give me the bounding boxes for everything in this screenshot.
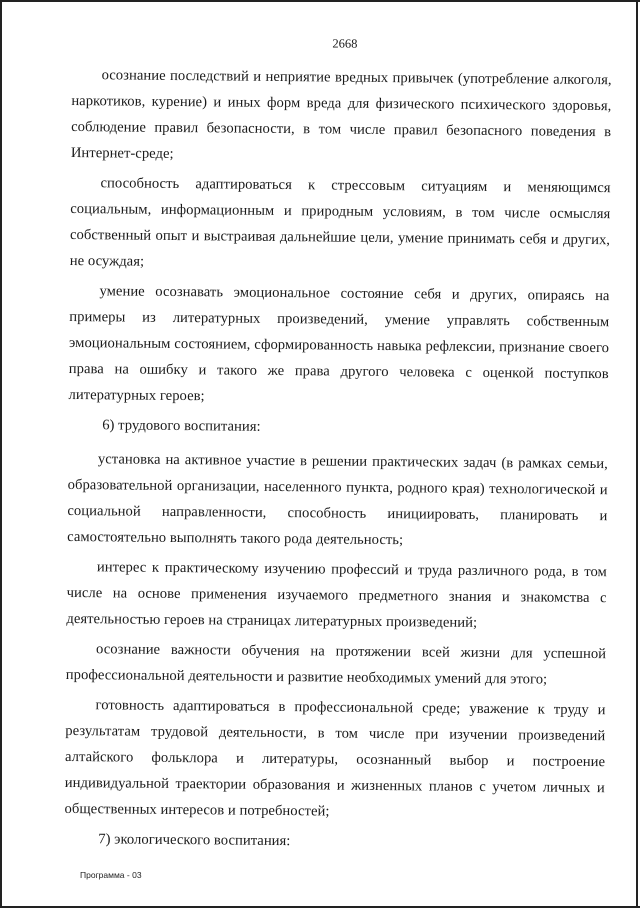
paragraph-lifelong-learning: осознание важности обучения на протяжении всей жизни для успешной профессиональной деятельности и развитие необходимых умений для этого; [65, 641, 607, 688]
scan-edge-left [0, 0, 2, 908]
document-page [64, 34, 612, 865]
paragraph-healthy-habits: осознание последствий и неприятие вредных привычек (употребление алкоголя, наркотиков, курение) и иных форм вреда для физического психического здоровья, соблюдение правил безопасности, в том числе правил безопасного поведения в Интернет-среде; [70, 67, 612, 162]
paragraph-professional-readiness: готовность адаптироваться в профессиональной среде; уважение к труду и результатам трудовой деятельности, в том числе при изучении произведений алтайского фольклора и литературы, осознанный выбор и построение индивидуальной траектории образования и жизненных планов с учетом личных и общественных интересов и потребностей; [64, 697, 606, 820]
section-heading-labor-education: 6) трудового воспитания: [102, 417, 261, 435]
paragraph-emotional-awareness: умение осознавать эмоциональное состояние себя и других, опираясь на примеры из литературных произведений, умение управлять собственным эмоциональным состоянием, сформированность навыка рефлексии, признание своего права на ошибку и такого же права другого человека с оценкой поступков литературных героев; [68, 283, 610, 405]
paragraph-professions-interest: интерес к практическому изучению профессий и труда различного рода, в том числе на основе применения изучаемого предметного знания и знакомства с деятельностью героев на страницах литературных произведений; [66, 559, 607, 631]
scan-edge-right [636, 0, 638, 908]
page-number: 2668 [332, 36, 358, 51]
scan-edge-top [0, 0, 640, 2]
paragraph-practical-tasks: установка на активное участие в решении практических задач (в рамках семьи, образовательной организации, населенного пункта, родного края) технологической и социальной направленности, способность инициировать, планировать и самостоятельно выполнять такого рода деятельность; [67, 451, 608, 549]
footer-program-label: Программа - 03 [80, 870, 142, 880]
section-heading-ecological-education: 7) экологического воспитания: [98, 831, 291, 850]
paragraph-stress-adaptation: способность адаптироваться к стрессовым ситуациям и меняющимся социальным, информационным и природным условиям, в том числе осмысляя собственный опыт и выстраивая дальнейшие цели, умение принимать себя и других, не осуждая; [69, 175, 611, 270]
